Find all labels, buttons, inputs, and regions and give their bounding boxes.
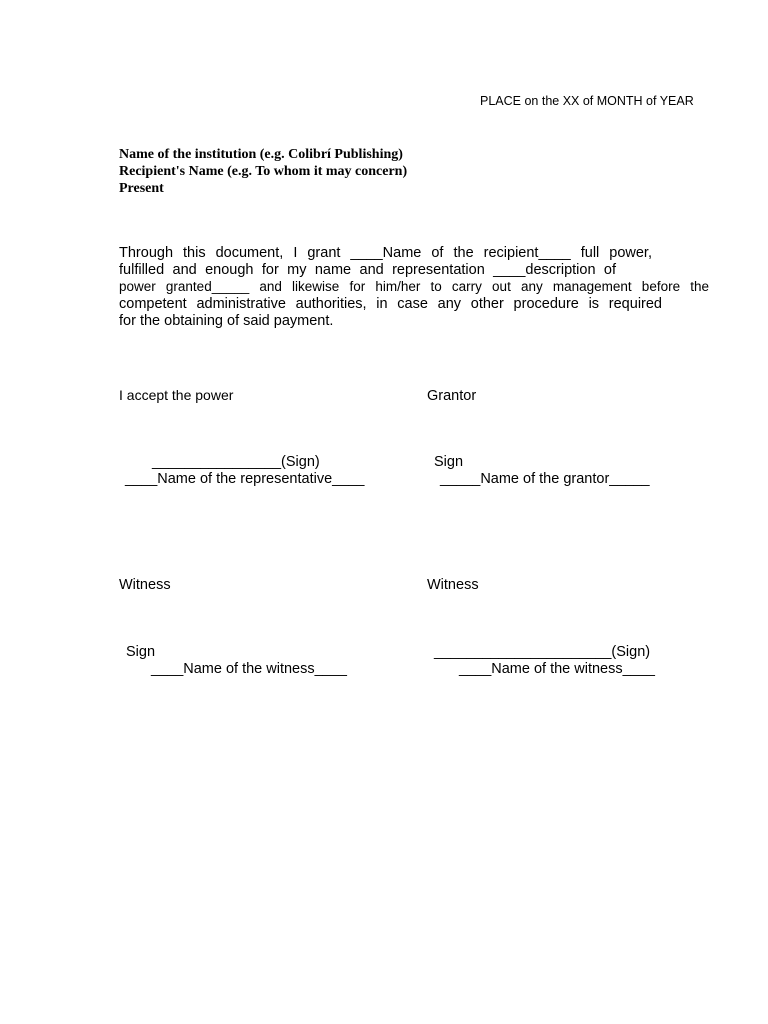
witness-2-name-line: ____Name of the witness____	[459, 661, 655, 677]
grantor-name-line: _____Name of the grantor_____	[440, 471, 650, 487]
witness-2-label: Witness	[427, 577, 479, 593]
grantor-label: Grantor	[427, 388, 477, 404]
addressee-block	[119, 146, 407, 197]
grantor-sign-line: Sign	[434, 454, 464, 470]
accept-power-label: I accept the power	[119, 387, 234, 403]
witness-1-label: Witness	[119, 577, 171, 593]
body-line-3: power granted_____ and likewise for him/her to carry out any management before the	[119, 279, 709, 294]
witness-1-sign-line: Sign	[126, 644, 156, 660]
body-line-5: for the obtaining of said payment.	[119, 313, 334, 329]
body-line-1: Through this document, I grant ____Name of the recipient____ full power,	[119, 245, 652, 261]
recipient-name: Recipient's Name (e.g. To whom it may concern)	[119, 164, 408, 179]
representative-name-line: ____Name of the representative____	[125, 471, 365, 487]
witness-2-sign-line: ______________________(Sign)	[434, 644, 651, 660]
body-line-2: fulfilled and enough for my name and representation ____description of	[119, 262, 616, 278]
date-line: PLACE on the XX of MONTH of YEAR	[480, 94, 694, 108]
witness-1-name-line: ____Name of the witness____	[151, 661, 347, 677]
representative-sign-line: ________________(Sign)	[152, 454, 320, 470]
body-line-4: competent administrative authorities, in case any other procedure is required	[119, 296, 662, 312]
present-label: Present	[119, 181, 164, 196]
institution-name: Name of the institution (e.g. Colibrí Publishing)	[119, 147, 403, 162]
